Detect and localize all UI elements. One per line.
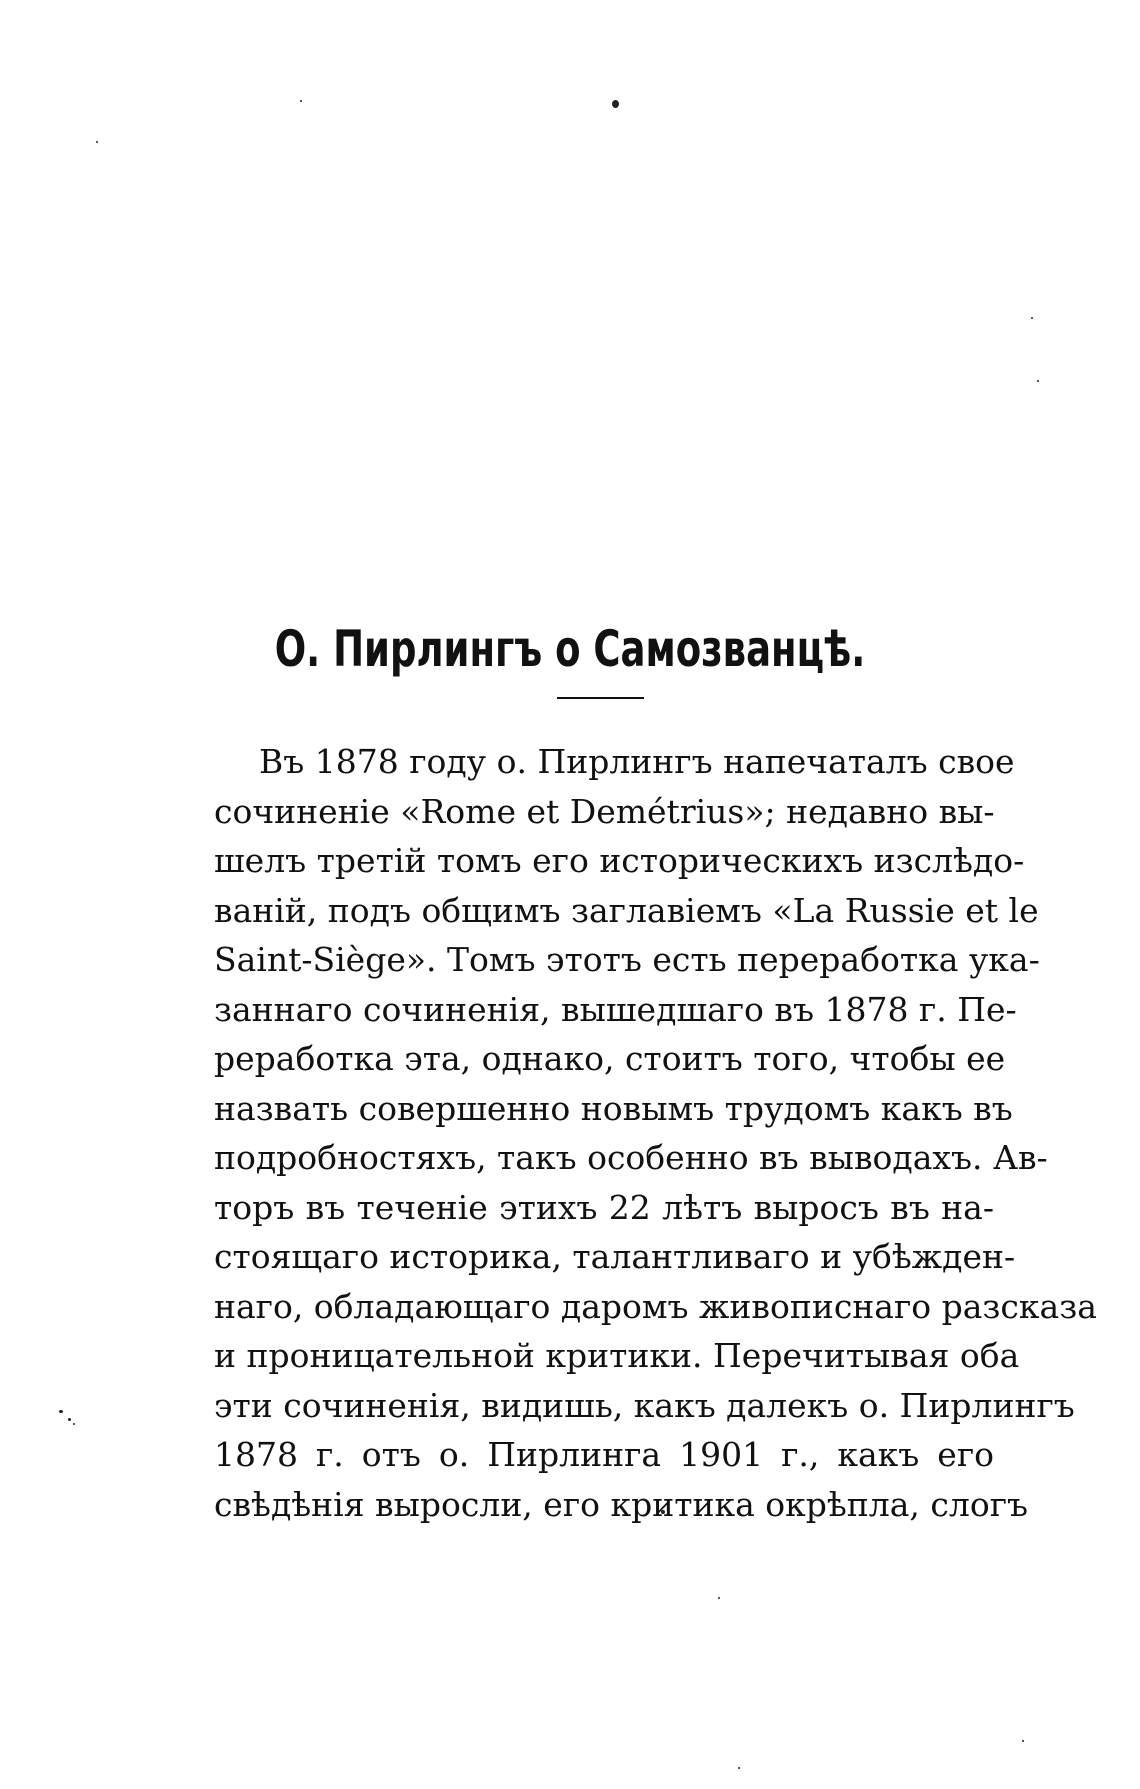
text-line: стоящаго историка, талантливаго и убѣжден- bbox=[214, 1237, 1016, 1276]
paragraph bbox=[214, 737, 1097, 1529]
text-line: наго, обладающаго даромъ живописнаго разсказа bbox=[214, 1286, 1097, 1326]
scan-speck bbox=[718, 1597, 720, 1599]
scan-speck bbox=[68, 1418, 71, 1421]
text-line: Saint-Siège». Томъ этотъ есть переработка ука- bbox=[214, 940, 1040, 979]
scan-speck bbox=[1031, 317, 1033, 319]
text-line: шелъ третій томъ его историческихъ изслѣдо- bbox=[214, 841, 1025, 880]
text-line: торъ въ теченіе этихъ 22 лѣтъ выросъ въ на- bbox=[214, 1187, 994, 1227]
text-line: и проницательной критики. Перечитывая оба bbox=[214, 1336, 1020, 1375]
text-line: сочиненіе «Rome et Demétrius»; недавно вы- bbox=[214, 791, 995, 831]
scan-speck bbox=[1037, 380, 1039, 382]
scan-speck bbox=[1022, 1740, 1024, 1742]
text-line: 1878 г. отъ о. Пирлинга 1901 г., какъ его bbox=[214, 1435, 994, 1474]
text-line: свѣдѣнія выросли, его критика окрѣпла, слогъ bbox=[214, 1484, 1028, 1524]
title-divider bbox=[557, 697, 644, 699]
scan-speck bbox=[96, 141, 98, 143]
text-line: эти сочиненія, видишь, какъ далекъ о. Пирлингъ bbox=[214, 1385, 1075, 1425]
text-line: заннаго сочиненія, вышедшаго въ 1878 г. Пе- bbox=[214, 989, 1017, 1029]
text-line: Въ 1878 году о. Пирлингъ напечаталъ свое bbox=[259, 742, 1015, 781]
scan-speck bbox=[59, 1410, 63, 1413]
text-line: ваній, подъ общимъ заглавіемъ «La Russie et le bbox=[214, 890, 1039, 930]
scan-speck bbox=[73, 1423, 75, 1425]
text-line: подробностяхъ, такъ особенно въ выводахъ. Ав- bbox=[214, 1138, 1048, 1177]
scan-speck bbox=[738, 1767, 740, 1769]
chapter-title: О. Пирлингъ о Самозванцѣ. bbox=[274, 619, 866, 678]
scan-speck bbox=[612, 100, 619, 108]
text-line: реработка эта, однако, стоитъ того, чтобы ее bbox=[214, 1039, 1006, 1078]
text-line: назвать совершенно новымъ трудомъ какъ въ bbox=[214, 1088, 1013, 1128]
scan-speck bbox=[300, 100, 302, 102]
